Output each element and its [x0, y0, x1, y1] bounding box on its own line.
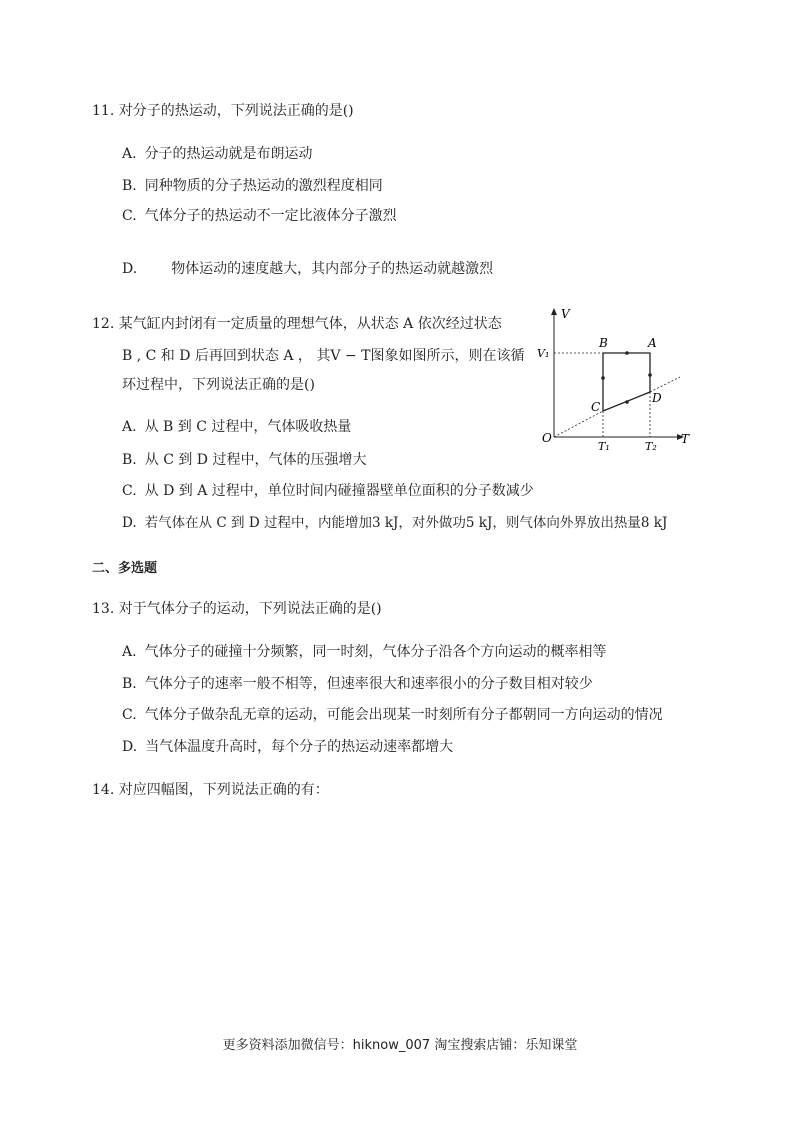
option-text: 分子的热运动就是布朗运动: [144, 146, 313, 162]
option-label: C.: [122, 483, 137, 499]
q11-option-c: [122, 205, 397, 225]
arrow-dot-cd: [625, 400, 629, 404]
option-label: D.: [122, 739, 138, 755]
option-text: 从 C 到 D 过程中，气体的压强增大: [144, 452, 367, 468]
v1-label: V₁: [537, 347, 550, 360]
axis-t-label: T: [681, 432, 690, 446]
option-text: 若气体在从 C 到 D 过程中，内能增加3 kJ，对外做功5 kJ，则气体向外界放出热量8 kJ: [144, 515, 668, 531]
point-d-label: D: [652, 391, 662, 405]
option-text: 气体分子的热运动不一定比液体分子激烈: [144, 208, 397, 224]
option-text: 气体分子的碰撞十分频繁，同一时刻，气体分子沿各个方向运动的概率相等: [144, 644, 607, 660]
q13-option-c: [122, 704, 663, 724]
option-label: B.: [122, 452, 137, 468]
q11-option-d: [122, 258, 493, 278]
q12-stem-line3: 环过程中，下列说法正确的是(): [122, 377, 315, 393]
q12-option-a: [122, 416, 351, 436]
option-label: A.: [122, 644, 137, 660]
point-c-label: C: [591, 400, 601, 414]
q12-stem-line1: 12. 某气缸内封闭有一定质量的理想气体，从状态 A 依次经过状态: [92, 316, 502, 332]
point-b-label: B: [599, 336, 608, 350]
axis-v-label: V: [561, 307, 570, 321]
option-label: B.: [122, 676, 137, 692]
q12-option-d: [122, 511, 667, 531]
origin-label: O: [542, 431, 552, 445]
arrow-dot-bc: [601, 376, 605, 380]
q13-option-d: [122, 736, 453, 756]
option-text: 当气体温度升高时，每个分子的热运动速率都增大: [145, 739, 454, 755]
t2-label: T₂: [645, 440, 657, 453]
q11-option-b: [122, 175, 383, 195]
q13-option-a: [122, 641, 607, 661]
option-label: B.: [122, 178, 137, 194]
point-a-label: A: [648, 336, 657, 350]
option-text: 同种物质的分子热运动的激烈程度相同: [144, 178, 383, 194]
option-label: C.: [122, 707, 137, 723]
q13-stem: 13. 对于气体分子的运动，下列说法正确的是(): [92, 601, 382, 617]
option-label: D.: [122, 261, 138, 277]
option-text: 从 B 到 C 过程中，气体吸收热量: [144, 419, 352, 435]
origin-line-dash: [554, 411, 603, 437]
option-label: D.: [122, 515, 137, 531]
v-axis-arrow: [551, 308, 557, 315]
vt-graph: [535, 305, 695, 455]
option-label: C.: [122, 208, 137, 224]
arrow-dot-da: [648, 373, 652, 377]
option-label: A.: [122, 146, 137, 162]
q12-option-b: [122, 449, 367, 469]
q12-option-c: [122, 480, 534, 500]
option-text: 气体分子的速率一般不相等，但速率很大和速率很小的分子数目相对较少: [144, 676, 593, 692]
option-text: 从 D 到 A 过程中，单位时间内碰撞器壁单位面积的分子数减少: [144, 483, 534, 499]
q11-option-a: [122, 143, 313, 163]
q13-option-b: [122, 673, 593, 693]
section-heading: 二、多选题: [92, 561, 158, 576]
option-text: 气体分子做杂乱无章的运动，可能会出现某一时刻所有分子都朝同一方向运动的情况: [144, 707, 663, 723]
t1-label: T₁: [598, 440, 610, 453]
option-text: 物体运动的速度越大，其内部分子的热运动就越激烈: [171, 261, 494, 277]
page-footer: 更多资料添加微信号：hiknow_007 淘宝搜索店铺：乐知课堂: [222, 1038, 578, 1053]
q11-stem: 11. 对分子的热运动，下列说法正确的是(): [92, 103, 354, 119]
q14-stem: 14. 对应四幅图，下列说法正确的有：: [92, 782, 329, 798]
arrow-dot-ab: [625, 351, 629, 355]
option-label: A.: [122, 419, 137, 435]
extension-line-dash: [650, 377, 680, 392]
q12-stem-line2: B , C 和 D 后再回到状态 A ， 其V − T图象如图所示，则在该循: [122, 348, 525, 364]
